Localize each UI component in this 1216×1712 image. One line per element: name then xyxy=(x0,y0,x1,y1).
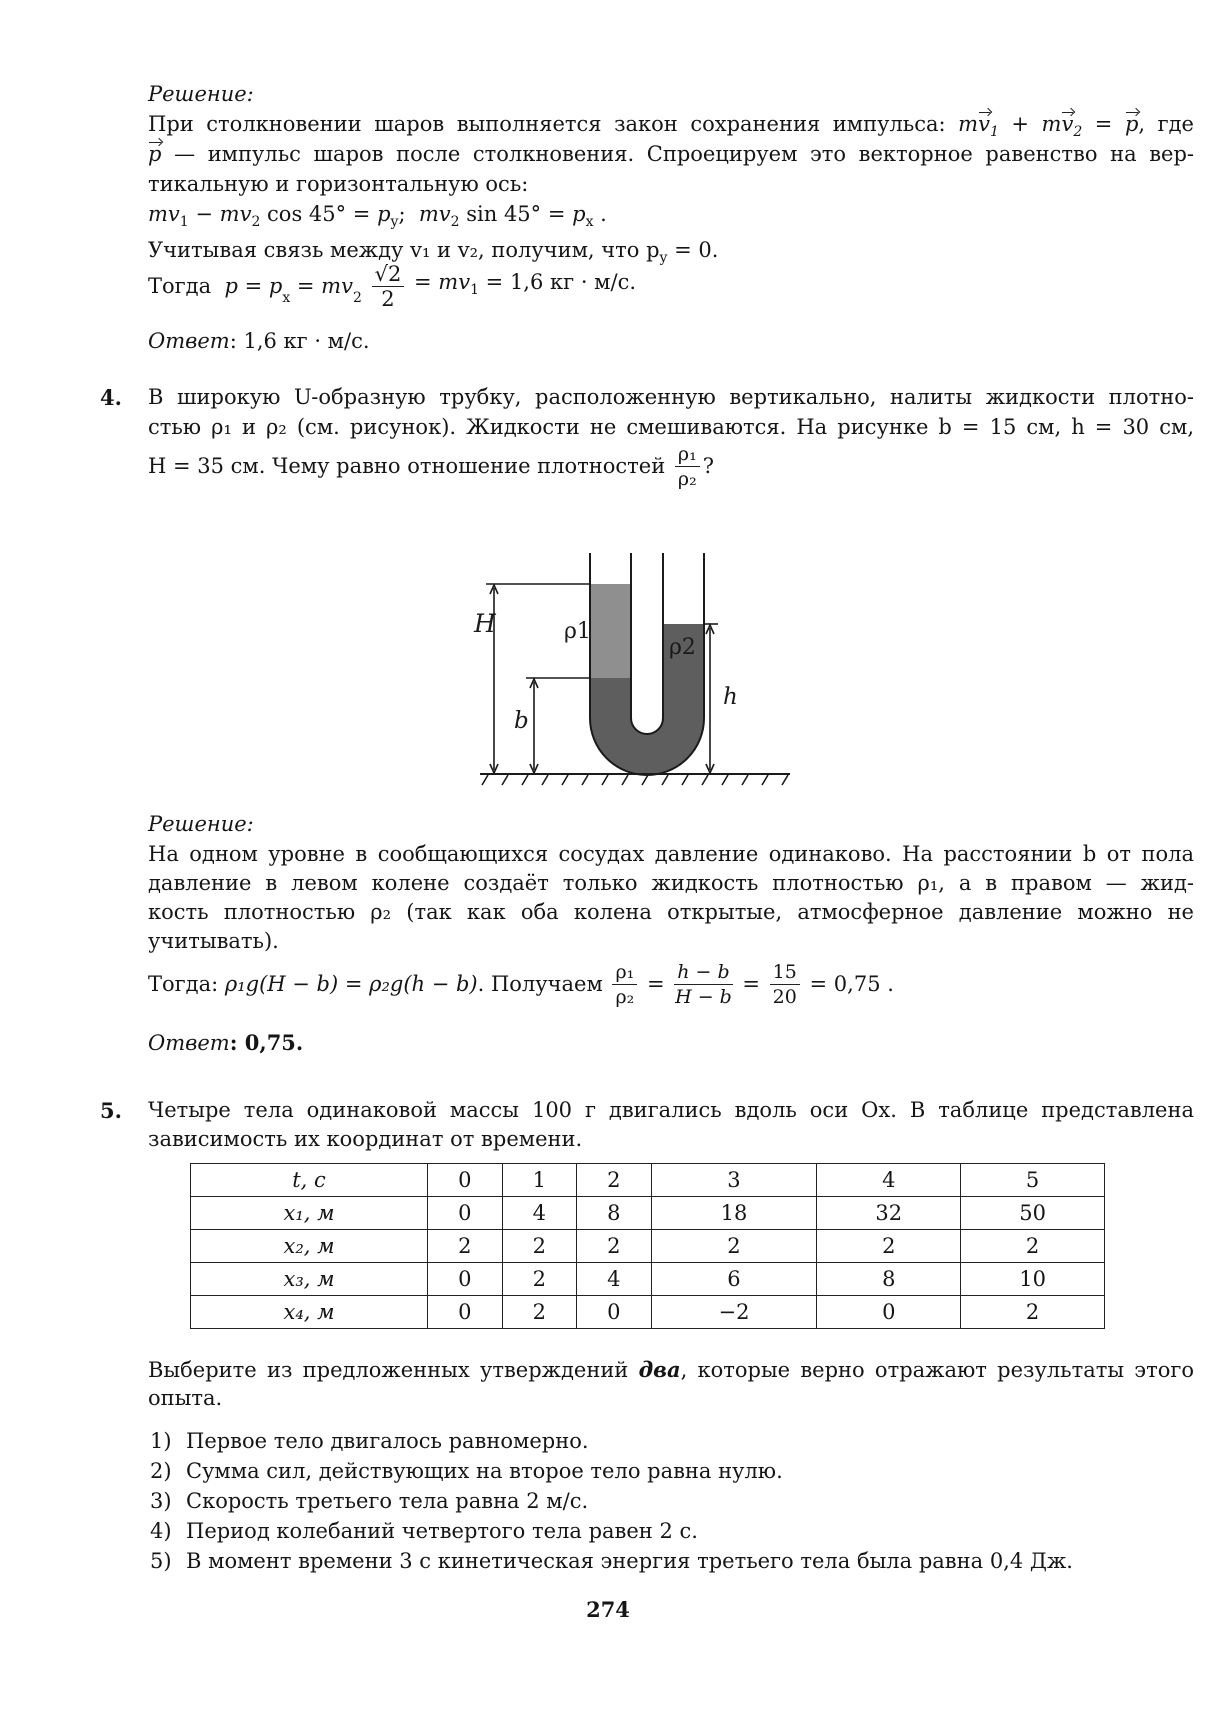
table-cell: 2 xyxy=(577,1164,652,1197)
table-cell: 32 xyxy=(817,1197,961,1230)
relation-line: Учитывая связь между v₁ и v₂, получим, что $p_y = 0$. xyxy=(148,238,719,267)
table-cell: 18 xyxy=(651,1197,817,1230)
solution-3-line-3: тикальную и горизонтальную ось: xyxy=(148,172,529,196)
table-cell: 0 xyxy=(428,1197,503,1230)
answer-3: Ответ: 1,6 кг · м/с. xyxy=(148,329,370,353)
table-cell: x₄, м xyxy=(191,1296,428,1329)
table-cell: 2 xyxy=(428,1230,503,1263)
table-cell: x₂, м xyxy=(191,1230,428,1263)
option-item: 2) Сумма сил, действующих на второе тело равна нулю. xyxy=(150,1459,783,1483)
solution-3-line-1: При столкновении шаров выполняется закон сохранения импульса: $mv_1 + mv_2 = p$, где xyxy=(148,112,1194,141)
table-cell: 1 xyxy=(502,1164,577,1197)
problem-4-line-1: В широкую U-образную трубку, расположенную вертикально, налиты жидкости плотно- xyxy=(148,385,1194,409)
table-header-row xyxy=(191,1164,1105,1197)
table-cell: 0 xyxy=(428,1263,503,1296)
solution-4-line-2: давление в левом колене создаёт только жидкость плотностью ρ₁, а в правом — жид- xyxy=(148,871,1194,895)
problem-4-line-3: H = 35 см. Чему равно отношение плотностей $\frac{\text{ρ₁}}{\text{ρ₂}}$ ? xyxy=(148,443,714,490)
problem-5-line-1: Четыре тела одинаковой массы 100 г двигались вдоль оси Ox. В таблице представлена xyxy=(148,1098,1194,1122)
table-cell: 2 xyxy=(502,1263,577,1296)
table-cell: x₁, м xyxy=(191,1197,428,1230)
table-cell: 4 xyxy=(577,1263,652,1296)
table-row xyxy=(191,1197,1105,1230)
table-cell: 6 xyxy=(651,1263,817,1296)
table-cell: 50 xyxy=(961,1197,1105,1230)
table-cell: t, с xyxy=(191,1164,428,1197)
solution-4-line-4: учитывать). xyxy=(148,929,279,953)
table-cell: 8 xyxy=(577,1197,652,1230)
table-cell: −2 xyxy=(651,1296,817,1329)
solution-4-line-1: На одном уровне в сообщающихся сосудах давление одинаково. На расстоянии b от пола xyxy=(148,842,1194,866)
table-row xyxy=(191,1296,1105,1329)
answer-4: Ответ: 0,75. xyxy=(148,1030,304,1055)
coordinates-table xyxy=(190,1163,1105,1329)
table-cell: 2 xyxy=(817,1230,961,1263)
table-cell: x₃, м xyxy=(191,1263,428,1296)
solution-3-line-2: p — импульс шаров после столкновения. Спроецируем это векторное равенство на вер- xyxy=(148,140,1194,169)
solution-heading-4: Решение: xyxy=(148,812,254,836)
table-cell: 4 xyxy=(817,1164,961,1197)
table-cell: 2 xyxy=(961,1296,1105,1329)
problem-5-line-2: зависимость их координат от времени. xyxy=(148,1127,583,1151)
tube-inner-wall xyxy=(631,553,663,734)
u-tube-figure xyxy=(474,548,800,798)
liquid-rho1 xyxy=(590,584,631,678)
label-rho2: ρ2 xyxy=(669,635,696,660)
table-cell: 0 xyxy=(428,1164,503,1197)
option-item: 3) Скорость третьего тела равна 2 м/с. xyxy=(150,1489,589,1513)
table-row xyxy=(191,1263,1105,1296)
page-number: 274 xyxy=(586,1597,630,1622)
table-cell: 10 xyxy=(961,1263,1105,1296)
table-cell: 2 xyxy=(502,1296,577,1329)
dimension-h xyxy=(704,624,718,773)
projection-equations: $mv_1 - mv_2$ $\cos 45^\circ = p_y$; $mv_2$ $\sin 45^\circ = p_x$ . xyxy=(148,202,607,231)
label-h: h xyxy=(723,684,738,710)
table-cell: 2 xyxy=(961,1230,1105,1263)
table-cell: 8 xyxy=(817,1263,961,1296)
label-rho1: ρ1 xyxy=(564,619,591,644)
problem-4-line-2: стью ρ₁ и ρ₂ (см. рисунок). Жидкости не смешиваются. На рисунке b = 15 см, h = 30 см, xyxy=(148,415,1194,439)
label-b: b xyxy=(514,708,529,734)
choose-instruction-line-2: опыта. xyxy=(148,1386,223,1410)
option-item: 5) В момент времени 3 с кинетическая энергия третьего тела была равна 0,4 Дж. xyxy=(150,1549,1073,1573)
solution-heading-3: Решение: xyxy=(148,82,254,106)
table-cell: 0 xyxy=(577,1296,652,1329)
problem-5-number: 5. xyxy=(100,1098,122,1123)
option-item: 4) Период колебаний четвертого тела равен 2 с. xyxy=(150,1519,698,1543)
floor-hatching xyxy=(482,775,788,785)
table-cell: 2 xyxy=(502,1230,577,1263)
table-cell: 0 xyxy=(817,1296,961,1329)
table-cell: 3 xyxy=(651,1164,817,1197)
table-row xyxy=(191,1230,1105,1263)
density-equation: Тогда: ρ₁g(H − b) = ρ₂g(h − b). Получаем $\frac{\text{ρ₁}}{\text{ρ₂}}$ = $\frac{h - b}{H - b}$ = $\frac{15}{20}$ = 0,75 . xyxy=(148,961,894,1008)
table-cell: 4 xyxy=(502,1197,577,1230)
problem-4-number: 4. xyxy=(100,385,122,410)
dimension-b xyxy=(526,678,590,773)
choose-instruction: Выберите из предложенных утверждений два, которые верно отражают результаты этого xyxy=(148,1357,1194,1382)
solution-4-line-3: кость плотностью ρ₂ (так как оба колена открытые, атмосферное давление можно не xyxy=(148,900,1194,924)
option-item: 1) Первое тело двигалось равномерно. xyxy=(150,1429,589,1453)
table-cell: 2 xyxy=(577,1230,652,1263)
result-line: Тогда $p = p_x = mv_2$ $\frac{√2}{2}$ = $mv_1 = 1,6$ кг · м/с. xyxy=(148,262,637,311)
label-H: H xyxy=(474,609,496,638)
table-cell: 0 xyxy=(428,1296,503,1329)
table-cell: 5 xyxy=(961,1164,1105,1197)
table-cell: 2 xyxy=(651,1230,817,1263)
